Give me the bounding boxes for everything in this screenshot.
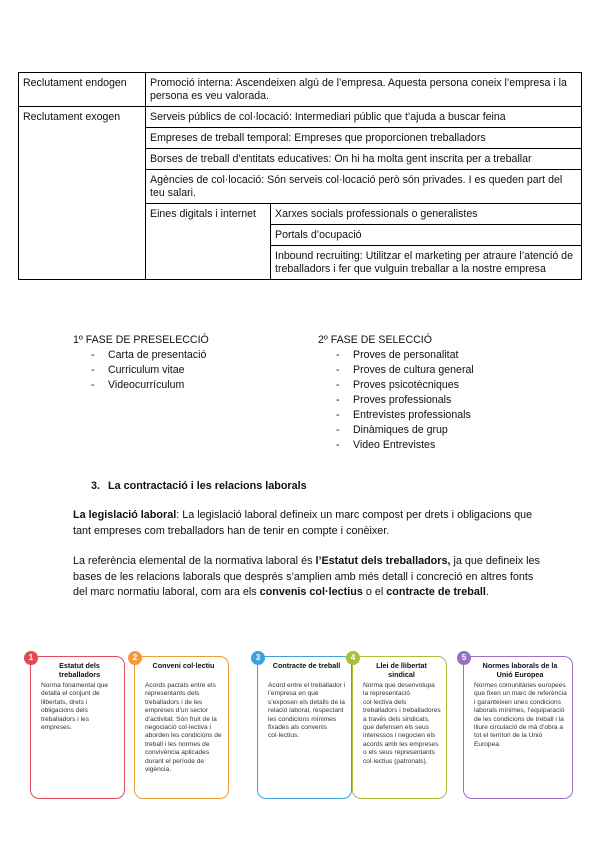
list-item: - Proves professionals [318, 393, 558, 408]
selection-phase [318, 333, 558, 453]
paragraph-statute [73, 554, 543, 601]
card-contracte [255, 653, 352, 799]
list-item: - Videocurrículum [73, 378, 293, 393]
exogen-label: Reclutament exogen [19, 107, 146, 280]
paragraph-text: o el [362, 586, 387, 598]
bold-term: La legislació laboral [73, 509, 177, 521]
exogen-row: Serveis públics de col·locació: Intermediari públic que t’ajuda a buscar feina [146, 107, 582, 128]
paragraph-text: La referència elemental de la normativa laboral és [73, 555, 316, 567]
endogen-text: Promoció interna: Ascendeixen algú de l’empresa. Aquesta persona coneix l’empresa i la persona es veu valorada. [146, 73, 582, 107]
digital-item: Inbound recruiting: Utilitzar el marketing per atraure l’atenció de treballadors i fer que vulguin treballar a la nostre empresa [271, 246, 582, 280]
exogen-row: Empreses de treball temporal: Empreses que proporcionen treballadors [146, 128, 582, 149]
bold-term: convenis col·lectius [259, 586, 363, 598]
card-title: Contracte de treball [272, 661, 341, 670]
card-text: Norma fonamental que detalla el conjunt de llibertats, drets i obligacions dels treballadors i les empreses. [41, 682, 109, 732]
paragraph-text: : La legislació laboral defineix un marc compost per drets i obligacions que tant empreses com treballadors han de tenir en compte i conèixer. [73, 509, 533, 537]
card-number-badge: 1 [24, 651, 38, 665]
paragraph-text: . [485, 586, 489, 598]
card-number-badge: 2 [128, 651, 142, 665]
card-conveni [132, 653, 229, 799]
list-item: - Proves de personalitat [318, 348, 558, 363]
card-title: Normes laborals de la Unió Europea [482, 661, 558, 679]
card-text: Acord entre el treballador i l’empresa en què s’exposen els detalls de la relació laboral, respectant les condicions mínimes fixades als convenis col·lectius. [268, 682, 346, 740]
card-estatut [28, 653, 125, 799]
bold-term: contracte de treball [386, 586, 486, 598]
table-row [19, 73, 582, 107]
card-title: Estatut dels treballadors [58, 661, 101, 679]
card-text: Norma que desenvolupa la representació col·lectiva dels treballadors i treballadores a través dels sindicats, que defensen els seus interessos i negocien els acords amb les empreses o els seus representants col·lectius (patronals). [363, 682, 441, 765]
digital-tools-label: Eines digitals i internet [146, 204, 271, 280]
preselection-phase [73, 333, 293, 393]
labor-sources-infographic [30, 650, 575, 810]
list-item: - Video Entrevistes [318, 438, 558, 453]
selection-list [318, 348, 558, 453]
digital-item: Portals d’ocupació [271, 225, 582, 246]
list-item: - Curriculum vitae [73, 363, 293, 378]
section-title: La contractació i les relacions laborals [108, 480, 307, 492]
list-item: - Carta de presentació [73, 348, 293, 363]
card-llei-sindical [350, 653, 447, 799]
list-item: - Entrevistes professionals [318, 408, 558, 423]
list-item: - Proves de cultura general [318, 363, 558, 378]
bold-term: l’Estatut dels treballadors, [315, 555, 451, 567]
card-title: Llei de llibertat sindical [376, 661, 427, 679]
selection-title: 2º FASE DE SELECCIÓ [318, 334, 432, 346]
digital-item: Xarxes socials professionals o generalistes [271, 204, 582, 225]
card-number-badge: 5 [457, 651, 471, 665]
paragraph-text: ja que defineix les bases de les relacions laborals que després s’amplien amb més detall i concreció en altres fonts del marc normatiu laboral, com ara els [73, 555, 540, 598]
section-heading [91, 480, 307, 492]
recruitment-table [18, 72, 582, 280]
preselection-title: 1º FASE DE PRESELECCIÓ [73, 334, 209, 346]
exogen-row: Borses de treball d’entitats educatives: On hi ha molta gent inscrita per a treballar [146, 149, 582, 170]
card-number-badge: 4 [346, 651, 360, 665]
table-row [19, 107, 582, 128]
card-title: Conveni col·lectiu [152, 661, 215, 670]
endogen-label: Reclutament endogen [19, 73, 146, 107]
list-item: - Dinàmiques de grup [318, 423, 558, 438]
preselection-list [73, 348, 293, 393]
card-normes-ue [461, 653, 573, 799]
card-text: Acords pactats entre els representants dels treballadors i de les empreses d’un sector d’activitat. Són fruit de la negociació col·lectiva i aborden les condicions de treball i les normes de convivència aplicades durant el període de vigència. [145, 682, 222, 774]
paragraph-labor-law [73, 508, 543, 539]
card-number-badge: 3 [251, 651, 265, 665]
section-number: 3. [91, 480, 101, 492]
exogen-row: Agències de col·locació: Són serveis col·locació però són privades. I es queden part del teu salari. [146, 170, 582, 204]
list-item: - Proves psicotècniques [318, 378, 558, 393]
card-text: Normes comunitàries europees que fixen un marc de referència i garanteixen unes condicions laborals mínimes, l’equiparació de les condicions de treball i la lliure circulació de mà d’obra a tot el territori de la Unió Europea. [474, 682, 567, 748]
